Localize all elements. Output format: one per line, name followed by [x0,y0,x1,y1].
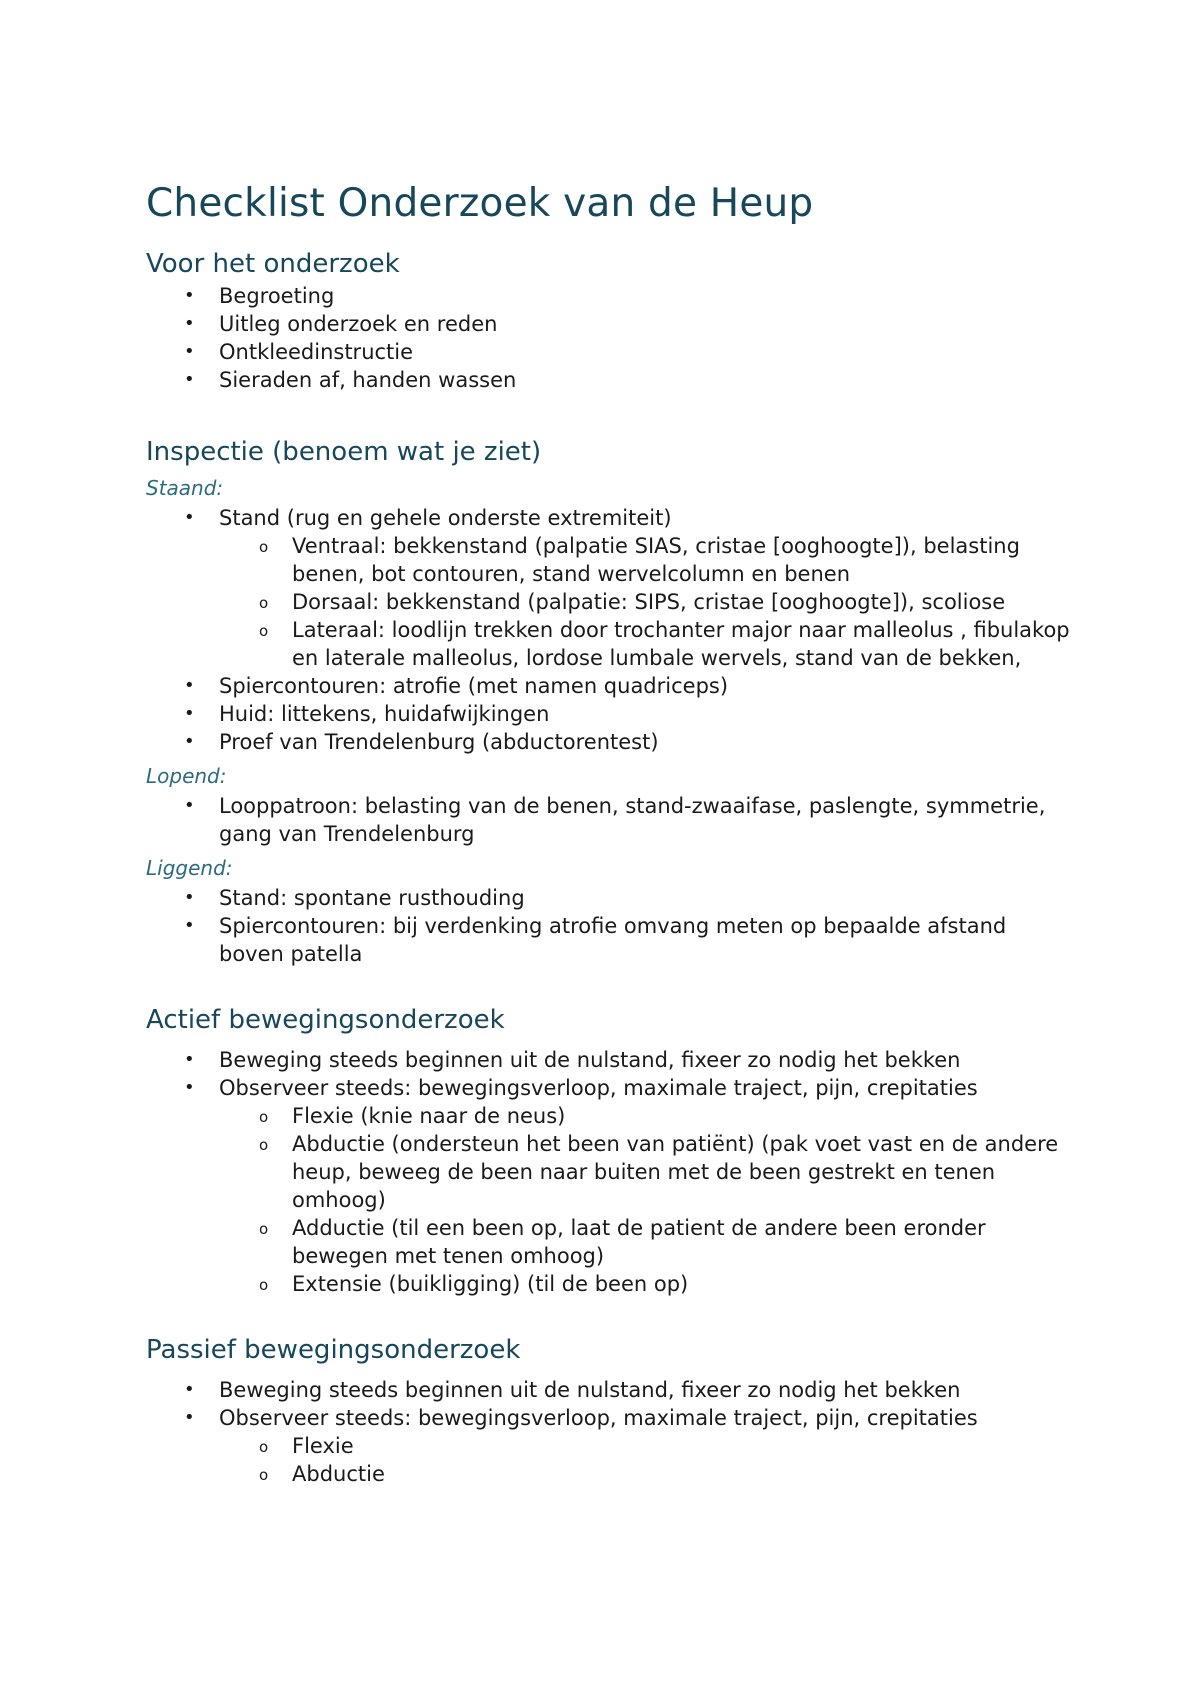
bullet-icon: • [184,731,195,752]
bullet-list [146,282,1076,394]
sub-bullet-icon: o [259,1136,269,1154]
section-voor-het-onderzoek [146,246,1076,394]
sub-bullet-list [219,1102,1076,1298]
bullet-list [146,792,1076,848]
list-item-text: Proef van Trendelenburg (abductorentest) [219,730,659,754]
sub-list-item [219,616,1076,672]
list-item-text: Abductie [292,1462,385,1486]
list-item-text: Uitleg onderzoek en reden [219,312,498,336]
list-item [146,1046,1076,1074]
bullet-icon: • [184,1379,195,1400]
list-item [146,1404,1076,1488]
sub-bullet-list [219,1432,1076,1488]
sub-bullet-icon: o [259,594,269,612]
section-passief-bewegingsonderzoek [146,1332,1076,1488]
sub-bullet-icon: o [259,538,269,556]
list-item [146,282,1076,310]
sub-list-item [219,1130,1076,1214]
list-item [146,728,1076,756]
list-item-text: Flexie [292,1434,354,1458]
bullet-icon: • [184,675,195,696]
list-item-text: Extensie (buikligging) (til de been op) [292,1272,689,1296]
section-heading: Inspectie (benoem wat je ziet) [146,437,542,467]
bullet-icon: • [184,1049,195,1070]
list-item-text: Beweging steeds beginnen uit de nulstand, fixeer zo nodig het bekken [219,1048,961,1072]
list-item-text: Stand: spontane rusthouding [219,886,525,910]
list-item-text: Lateraal: loodlijn trekken door trochanter major naar malleolus , fibulakop en laterale malleolus, lordose lumbale wervels, stand van de bekken, [292,618,1070,670]
list-item-text: Flexie (knie naar de neus) [292,1104,566,1128]
subheading-lopend: Lopend: [146,764,227,788]
bullet-icon: • [184,313,195,334]
document-title: Checklist Onderzoek van de Heup [146,181,814,226]
bullet-icon: • [184,1077,195,1098]
list-item [146,672,1076,700]
list-item [146,792,1076,848]
bullet-icon: • [184,341,195,362]
list-item [146,338,1076,366]
section-actief-bewegingsonderzoek [146,1002,1076,1298]
sub-bullet-icon: o [259,622,269,640]
bullet-list [146,884,1076,968]
list-item-text: Observeer steeds: bewegingsverloop, maximale traject, pijn, crepitaties [219,1076,978,1100]
sub-bullet-icon: o [259,1438,269,1456]
sub-bullet-icon: o [259,1108,269,1126]
list-item [146,366,1076,394]
list-item [146,884,1076,912]
list-item [146,310,1076,338]
section-heading: Voor het onderzoek [146,249,400,279]
sub-list-item [219,1460,1076,1488]
bullet-list [146,504,1076,756]
list-item [146,700,1076,728]
sub-list-item [219,532,1076,588]
sub-bullet-icon: o [259,1466,269,1484]
bullet-list [146,1046,1076,1298]
list-item-text: Ontkleedinstructie [219,340,414,364]
bullet-icon: • [184,369,195,390]
sub-bullet-list [219,532,1076,672]
list-item-text: Observeer steeds: bewegingsverloop, maximale traject, pijn, crepitaties [219,1406,978,1430]
sub-list-item [219,1214,1076,1270]
list-item-text: Looppatroon: belasting van de benen, stand-zwaaifase, paslengte, symmetrie, gang van Trendelenburg [219,794,1046,846]
list-item-text: Begroeting [219,284,335,308]
section-heading: Passief bewegingsonderzoek [146,1335,521,1365]
section-heading: Actief bewegingsonderzoek [146,1005,505,1035]
list-item [146,1376,1076,1404]
sub-list-item [219,1432,1076,1460]
subheading-liggend: Liggend: [146,856,233,880]
sub-list-item [219,1102,1076,1130]
bullet-icon: • [184,915,195,936]
list-item-text: Stand (rug en gehele onderste extremiteit) [219,506,672,530]
bullet-icon: • [184,887,195,908]
sub-bullet-icon: o [259,1220,269,1238]
bullet-icon: • [184,285,195,306]
bullet-icon: • [184,703,195,724]
list-item-text: Beweging steeds beginnen uit de nulstand, fixeer zo nodig het bekken [219,1378,961,1402]
list-item [146,504,1076,672]
bullet-list [146,1376,1076,1488]
bullet-icon: • [184,1407,195,1428]
section-inspectie [146,434,1076,968]
bullet-icon: • [184,507,195,528]
sub-list-item [219,588,1076,616]
list-item [146,912,1076,968]
list-item-text: Abductie (ondersteun het been van patiënt) (pak voet vast en de andere heup, beweeg de been naar buiten met de been gestrekt en tenen omhoog) [292,1132,1059,1212]
list-item-text: Dorsaal: bekkenstand (palpatie: SIPS, cristae [ooghoogte]), scoliose [292,590,1006,614]
sub-list-item [219,1270,1076,1298]
list-item-text: Huid: littekens, huidafwijkingen [219,702,550,726]
sub-bullet-icon: o [259,1276,269,1294]
subheading-staand: Staand: [146,476,224,500]
list-item-text: Sieraden af, handen wassen [219,368,517,392]
list-item-text: Adductie (til een been op, laat de patient de andere been eronder bewegen met tenen omhoog) [292,1216,986,1268]
document-content [146,176,1076,1522]
list-item-text: Ventraal: bekkenstand (palpatie SIAS, cristae [ooghoogte]), belasting benen, bot contouren, stand wervelcolumn en benen [292,534,1020,586]
list-item-text: Spiercontouren: bij verdenking atrofie omvang meten op bepaalde afstand boven patella [219,914,1007,966]
bullet-icon: • [184,795,195,816]
list-item-text: Spiercontouren: atrofie (met namen quadriceps) [219,674,729,698]
list-item [146,1074,1076,1298]
